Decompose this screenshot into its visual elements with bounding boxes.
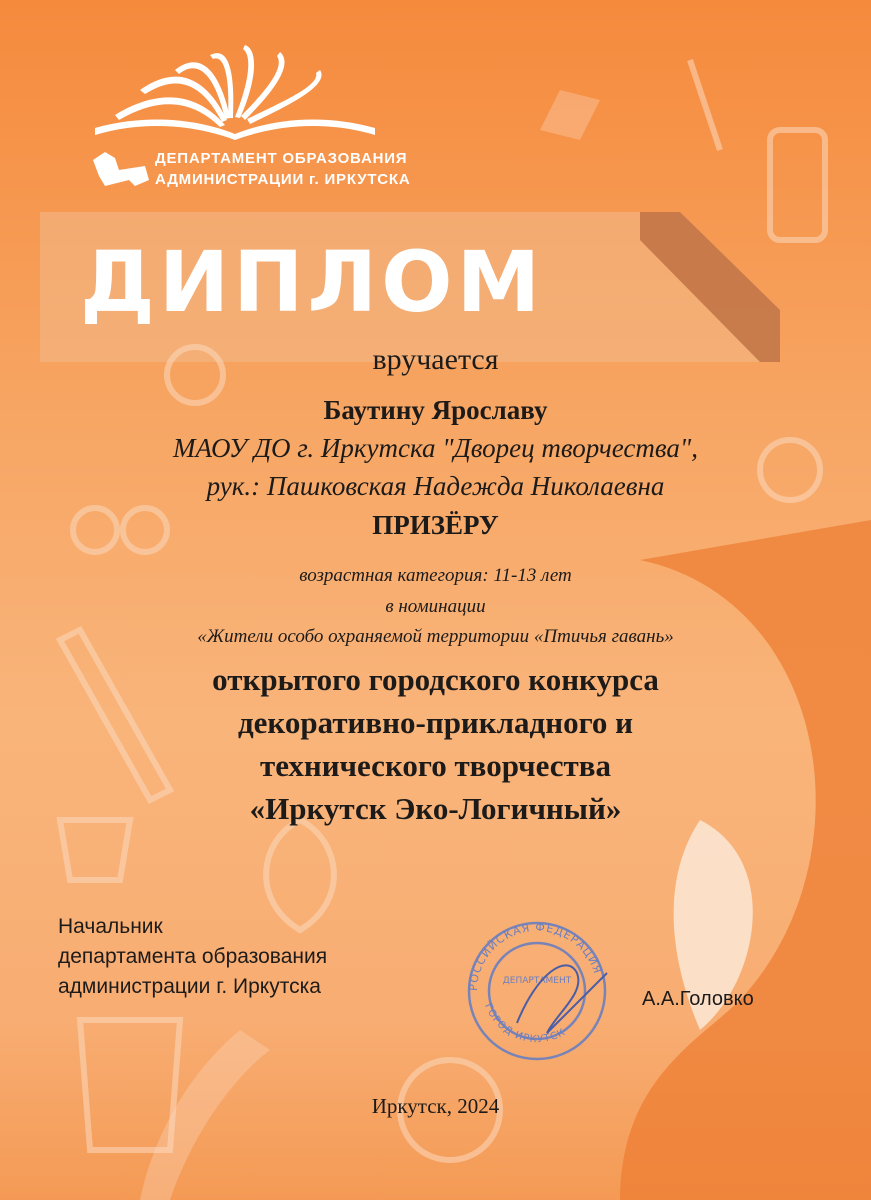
contest-line-1: открытого городского конкурса [212,662,659,697]
department-line-2: АДМИНИСТРАЦИИ г. ИРКУТСКА [155,171,411,188]
contest-line-2: декоративно-прикладного и [237,705,634,740]
department-line-1: ДЕПАРТАМЕНТ ОБРАЗОВАНИЯ [155,150,408,167]
contest-line-4: «Иркутск Эко-Логичный» [249,791,622,826]
stamp-bottom-text: ГОРОД ИРКУТСК [482,1001,568,1046]
department-name [155,148,411,190]
stamp-outer-text: РОССИЙСКАЯ ФЕДЕРАЦИЯ [466,920,605,992]
signatory-role-line-1: Начальник [58,915,163,938]
svg-text:ГОРОД ИРКУТСК [482,1002,568,1045]
stamp-center-text: ДЕПАРТАМЕНТ [502,976,572,986]
age-category: возрастная категория: 11-13 лет [299,565,572,586]
signatory-role [58,912,327,1002]
award-place: ПРИЗЁРУ [372,510,499,540]
signatory-role-line-2: департамента образования [58,945,328,968]
official-stamp [457,913,617,1063]
place-and-date: Иркутск, 2024 [371,1094,500,1118]
recipient-organization: МАОУ ДО г. Иркутска "Дворец творчества", [173,433,698,463]
supervisor-name: рук.: Пашковская Надежда Николаевна [206,471,665,501]
recipient-name: Баутину Ярославу [323,395,548,425]
contest-line-3: технического творчества [259,748,612,783]
nomination-intro: в номинации [385,596,486,617]
award-intro: вручается [372,343,499,376]
diploma-title: ДИПЛОМ [80,233,545,331]
signatory-role-line-3: администрации г. Иркутска [58,975,321,998]
signatory-name: А.А.Головко [642,988,754,1010]
nomination-title: «Жители особо охраняемой территории «Птичья гавань» [197,626,674,647]
